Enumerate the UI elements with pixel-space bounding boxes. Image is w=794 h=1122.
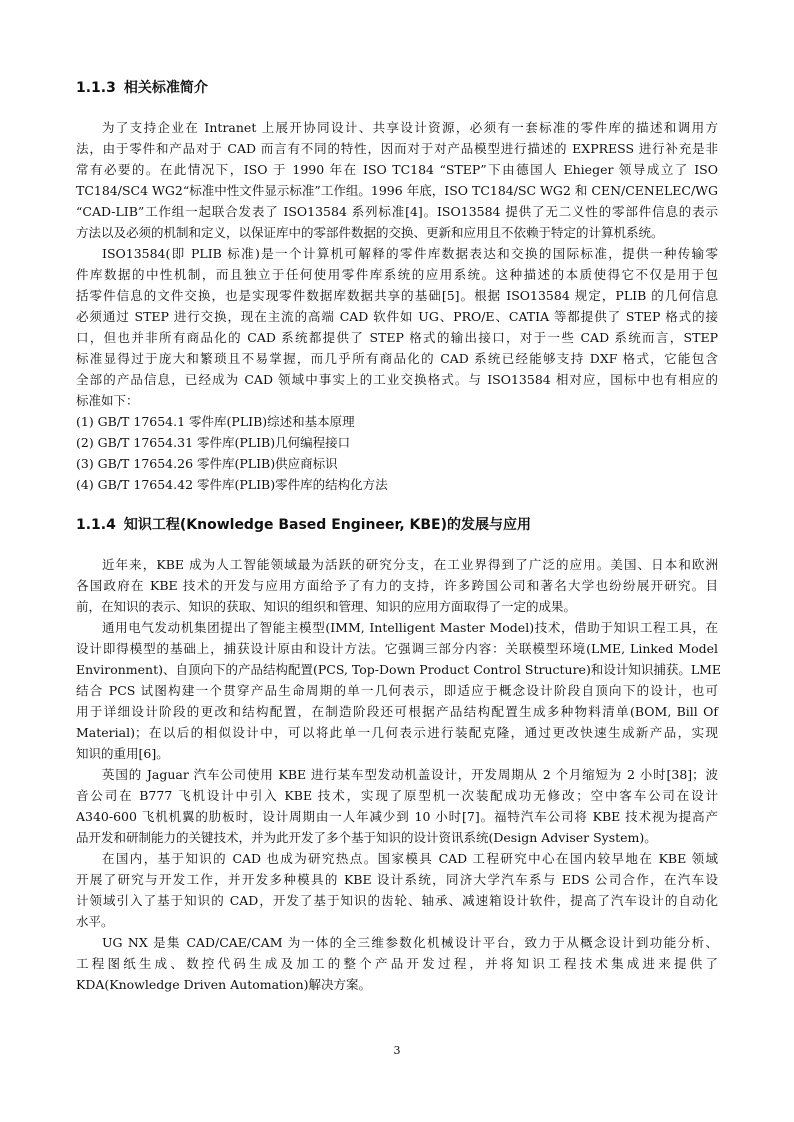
paragraph-line: TC184/SC4 WG2“标准中性文件显示标准”工作组。1996 年底，ISO TC184/SC WG2 和 CEN/CENELEC/WG — [76, 183, 718, 198]
paragraph-line: 开展了研究与开发工作，并开发多种模具的 KBE 设计系统，同济大学汽车系与 EDS 公司合作，在汽车设 — [76, 872, 718, 887]
paragraph-line: 法，由于零件和产品对于 CAD 而言有不同的特性，因而对于对产品模型进行描述的 EXPRESS 进行补充是非 — [76, 141, 718, 156]
section-number: 1.1.4 — [76, 517, 116, 533]
paragraph-line: 近年来，KBE 成为人工智能领域最为活跃的研究分支，在工业界得到了广泛的应用。美国、日本和欧洲 — [102, 557, 718, 572]
section-title: 相关标准简介 — [123, 80, 208, 96]
standard-list-item: (3) GB/T 17654.26 零件库(PLIB)供应商标识 — [76, 456, 338, 471]
section-number: 1.1.3 — [76, 80, 116, 96]
page-number: 3 — [393, 1044, 401, 1057]
paragraph-line: “CAD-LIB”工作组一起联合发表了 ISO13584 系列标准[4]。ISO13584 提供了无二义性的零部件信息的表示 — [76, 204, 718, 219]
paragraph-line: 通用电气发动机集团提出了智能主模型(IMM, Intelligent Master Model)技术，借助于知识工程工具，在 — [102, 620, 718, 635]
standard-list-item: (2) GB/T 17654.31 零件库(PLIB)几何编程接口 — [76, 435, 351, 450]
paragraph-line: 音公司在 B777 飞机设计中引入 KBE 技术，实现了原型机一次装配成功无修改；空中客车公司在设计 — [76, 788, 718, 803]
paragraph-line: UG NX 是集 CAD/CAE/CAM 为一体的全三维参数化机械设计平台，致力于从概念设计到功能分析、 — [102, 935, 718, 950]
paragraph-line: 在国内，基于知识的 CAD 也成为研究热点。国家模具 CAD 工程研究中心在国内较早地在 KBE 领域 — [102, 851, 718, 866]
paragraph-line: A340-600 飞机机翼的肋板时，设计周期由一人年减少到 10 小时[7]。福特汽车公司将 KBE 技术视为提高产 — [76, 809, 718, 824]
paragraph-line: 英国的 Jaguar 汽车公司使用 KBE 进行某车型发动机盖设计，开发周期从 2 个月缩短为 2 小时[38]；波 — [102, 767, 718, 782]
paragraph-line: 为了支持企业在 Intranet 上展开协同设计、共享设计资源，必须有一套标准的零件库的描述和调用方 — [102, 120, 718, 135]
paragraph-line: 口，但也并非所有商品化的 CAD 系统都提供了 STEP 格式的输出接口，对于一些 CAD 系统而言，STEP — [76, 330, 718, 345]
paragraph-line: 方法以及必须的机制和定义，以保证库中的零部件数据的交换、更新和应用且不依赖于特定的计算机系统。 — [76, 225, 664, 240]
paragraph-line: 标准显得过于庞大和繁琐且不易掌握，而几乎所有商品化的 CAD 系统已经能够支持 DXF 格式，它能包含 — [76, 351, 718, 366]
paragraph-line: 各国政府在 KBE 技术的开发与应用方面给予了有力的支持，许多跨国公司和著名大学也纷纷展开研究。目 — [76, 578, 718, 593]
paragraph-line: Material)；在以后的相似设计中，可以将此单一几何表示进行装配克隆，通过更改快速生成新产品，实现 — [76, 725, 718, 740]
paragraph-line: 设计即得模型的基础上，捕获设计原由和设计方法。它强调三部分内容：关联模型环境(LME, Linked Model — [76, 641, 718, 656]
paragraph-line: Environment)、自顶向下的产品结构配置(PCS, Top-Down Product Control Structure)和设计知识捕获。LME — [76, 662, 722, 677]
paragraph-line: 品开发和研制能力的关键技术，并为此开发了多个基于知识的设计资讯系统(Design Adviser System)。 — [76, 830, 657, 845]
standard-list-item: (4) GB/T 17654.42 零件库(PLIB)零件库的结构化方法 — [76, 477, 388, 492]
section-heading-1-1-3 — [76, 79, 208, 97]
paragraph-line: 用于详细设计阶段的更改和结构配置，在制造阶段还可根据产品结构配置生成多种物料清单(BOM, Bill Of — [76, 704, 718, 719]
paragraph-line: KDA(Knowledge Driven Automation)解决方案。 — [76, 977, 372, 992]
paragraph-line: 全部的产品信息，已经成为 CAD 领域中事实上的工业交换格式。与 ISO13584 相对应，国标中也有相应的 — [76, 372, 718, 387]
standard-list-item: (1) GB/T 17654.1 零件库(PLIB)综述和基本原理 — [76, 414, 355, 429]
paragraph-line: 计领域引入了基于知识的 CAD，开发了基于知识的齿轮、轴承、减速箱设计软件，提高了汽车设计的自动化 — [76, 893, 718, 908]
paragraph-line: 标准如下： — [76, 393, 139, 408]
paragraph-line: 括零件信息的文件交换，也是实现零件数据库数据共享的基础[5]。根据 ISO13584 规定，PLIB 的几何信息 — [76, 288, 718, 303]
paragraph-line: 件库数据的中性机制，而且独立于任何使用零件库系统的应用系统。这种描述的本质使得它不仅是用于包 — [76, 267, 718, 282]
paragraph-line: 必须通过 STEP 进行交换，现在主流的高端 CAD 软件如 UG、PRO/E、CATIA 等都提供了 STEP 格式的接 — [76, 309, 718, 324]
section-heading-1-1-4 — [76, 516, 531, 534]
paragraph-line: 工程图纸生成、数控代码生成及加工的整个产品开发过程，并将知识工程技术集成进来提供了 — [76, 956, 718, 971]
paragraph-line: 水平。 — [76, 914, 114, 929]
paragraph-line: 结合 PCS 试图构建一个贯穿产品生命周期的单一几何表示，即适应于概念设计阶段自顶向下的设计，也可 — [76, 683, 718, 698]
paragraph-line: 常有必要的。在此情况下，ISO 于 1990 年在 ISO TC184 “STEP”下由德国人 Ehieger 领导成立了 ISO — [76, 162, 718, 177]
paragraph-line: ISO13584(即 PLIB 标准)是一个计算机可解释的零件库数据表达和交换的国际标准，提供一种传输零 — [102, 246, 718, 261]
section-title: 知识工程(Knowledge Based Engineer, KBE)的发展与应用 — [123, 517, 532, 533]
paragraph-line: 前，在知识的表示、知识的获取、知识的组织和管理、知识的应用方面取得了一定的成果。 — [76, 599, 577, 614]
paragraph-line: 知识的重用[6]。 — [76, 746, 169, 761]
